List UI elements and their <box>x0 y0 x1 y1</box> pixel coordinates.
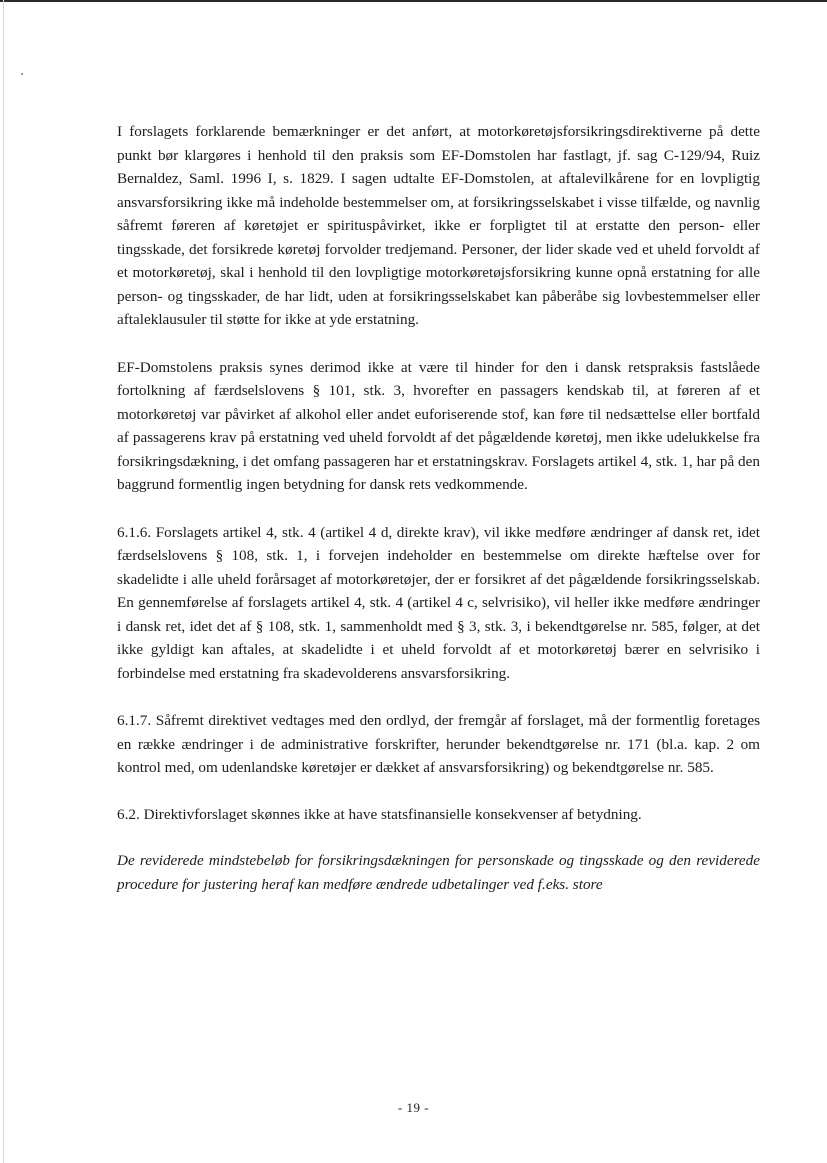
paragraph-explanatory-remarks: I forslagets forklarende bemærkninger er det anført, at motorkøretøjsforsikringsdirektiverne på dette punkt bør klargøres i henhold til den praksis som EF-Domstolen har fastlagt, jf. sag C-129/94, Ruiz Bernaldez, Saml. 1996 I, s. 1829. I sagen udtalte EF-Domstolen, at aftalevilkårene for en lovpligtig ansvarsforsikring ikke må indeholde bestemmelser om, at forsikringsselskabet i visse tilfælde, og navnlig såfremt føreren af køretøjet er spirituspåvirket, ikke er forpligtet til at erstatte den person- eller tingsskade, det forsikrede køretøj forvolder tredjemand. Personer, der lider skade ved et uheld forvoldt af et motorkøretøj, skal i henhold til den lovpligtige motorkøretøjsforsikring kunne opnå erstatning for alle person- og tingsskader, de har lidt, uden at forsikringsselskabet kan påberåbe sig lovbestemmelser eller aftaleklausuler til støtte for ikke at yde erstatning. <box>117 123 760 328</box>
scan-top-border <box>0 0 827 2</box>
scan-speck <box>21 73 23 75</box>
paragraph-6-1-6: 6.1.6. Forslagets artikel 4, stk. 4 (artikel 4 d, direkte krav), vil ikke medføre ændringer af dansk ret, idet færdselslovens § 108, stk. 1, i forvejen indeholder en bestemmelse om direkte hæftelse over for skadelidte i alle uheld forårsaget af motorkøretøjer, der er forsikret af det pågældende forsikringsselskab. En gennemførelse af forslagets artikel 4, stk. 4 (artikel 4 c, selvrisiko), vil heller ikke medføre ændringer i dansk ret, idet det af § 108, stk. 1, sammenholdt med § 3, stk. 3, i bekendtgørelse nr. 585, følger, at det ikke gyldigt kan aftales, at skadelidte i et uheld forvoldt af et motorkøretøj bærer en selvrisiko i forbindelse med erstatning fra skadevolderens ansvarsforsikring. <box>117 523 760 682</box>
paragraph-6-1-7: 6.1.7. Såfremt direktivet vedtages med den ordlyd, der fremgår af forslaget, må der formentlig foretages en række ændringer i de administrative forskrifter, herunder bekendtgørelse nr. 171 (bl.a. kap. 2 om kontrol med, om udenlandske køretøjer er dækket af ansvarsforsikring) og bekendtgørelse nr. 585. <box>117 712 760 776</box>
document-body <box>117 120 760 896</box>
paragraph-italic-revised-amounts: De reviderede mindstebeløb for forsikringsdækningen for personskade og tingsskade og den reviderede procedure for justering heraf kan medføre ændrede udbetalinger ved f.eks. store <box>117 852 760 893</box>
page-number: - 19 - <box>397 1100 430 1115</box>
scan-left-edge <box>3 0 4 1163</box>
paragraph-case-law: EF-Domstolens praksis synes derimod ikke at være til hinder for den i dansk retspraksis fastslåede fortolkning af færdselslovens § 101, stk. 3, hvorefter en passagers kendskab til, at føreren af et motorkøretøj var påvirket af alkohol eller andet euforiserende stof, kan føre til nedsættelse eller bortfald af passagerens krav på erstatning ved uheld forvoldt af det pågældende køretøj, men ikke udelukkelse fra forsikringsdækning, i det omfang passageren har et erstatningskrav. Forslagets artikel 4, stk. 1, har på den baggrund formentlig ingen betydning for dansk rets vedkommende. <box>117 358 760 493</box>
paragraph-6-2: 6.2. Direktivforslaget skønnes ikke at have statsfinansielle konsekvenser af betydning. <box>117 805 642 823</box>
